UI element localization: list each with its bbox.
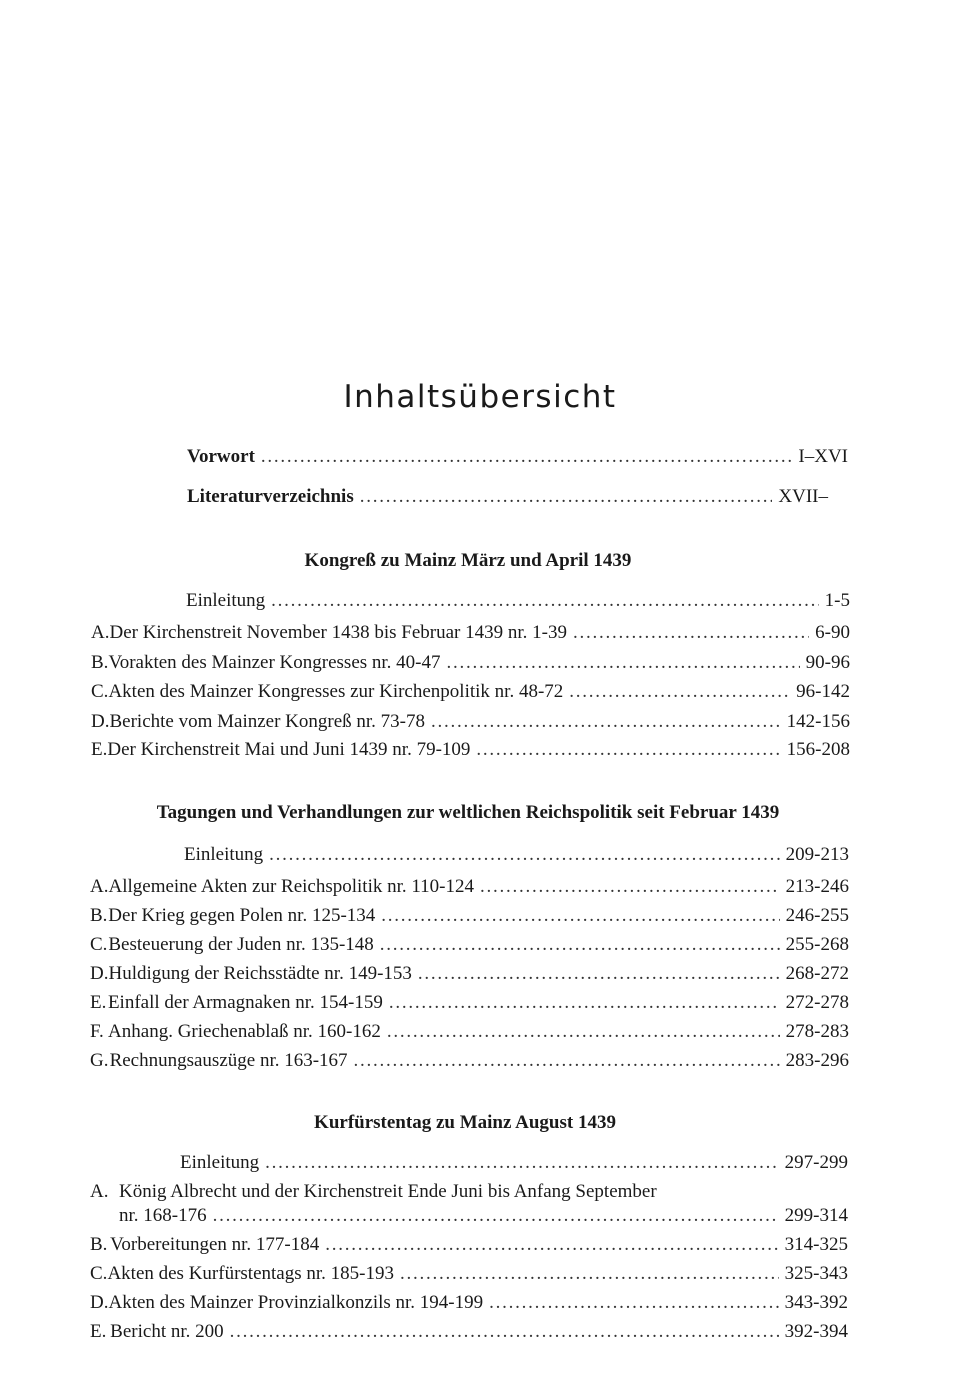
entry-text: Einfall der Armagnaken nr. 154-159 — [107, 992, 383, 1013]
toc-entry-einleitung — [180, 1151, 848, 1175]
entry-letter: E. — [90, 1321, 107, 1342]
entry-text: Anhang. Griechenablaß nr. 160-162 — [108, 1021, 381, 1042]
entry-text: nr. 168-176 — [119, 1205, 207, 1226]
entry-pages: 209-213 — [785, 844, 849, 865]
toc-entry — [91, 621, 850, 645]
entry-letter: G. — [90, 1050, 109, 1071]
entry-text: Bericht nr. 200 — [110, 1321, 224, 1342]
entry-pages: 392-394 — [784, 1321, 848, 1342]
entry-text: Der Kirchenstreit November 1438 bis Februar 1439 nr. 1-39 — [109, 622, 567, 643]
entry-text: Akten des Mainzer Provinzialkonzils nr. 194-199 — [108, 1292, 484, 1313]
entry-pages: I–XVI — [798, 446, 848, 467]
entry-text: Akten des Mainzer Kongresses zur Kirchenpolitik nr. 48-72 — [108, 681, 564, 702]
entry-text: Vorwort — [187, 446, 255, 467]
toc-entry — [90, 1262, 848, 1286]
dot-leader — [269, 843, 780, 867]
entry-pages: 297-299 — [784, 1152, 848, 1173]
entry-pages: 268-272 — [785, 963, 849, 984]
toc-entry-vorwort — [187, 445, 848, 469]
toc-entry — [90, 933, 849, 957]
dot-leader — [261, 445, 792, 469]
entry-text: Vorakten des Mainzer Kongresses nr. 40-47 — [108, 652, 441, 673]
entry-letter: A. — [90, 1181, 109, 1202]
entry-letter: B. — [90, 1234, 108, 1255]
entry-text: Besteuerung der Juden nr. 135-148 — [108, 934, 374, 955]
entry-pages: 246-255 — [785, 905, 849, 926]
entry-text: Der Kirchenstreit Mai und Juni 1439 nr. 79-109 — [107, 739, 471, 760]
entry-letter: D. — [91, 711, 110, 732]
toc-entry — [90, 1233, 848, 1257]
toc-entry-line1 — [90, 1180, 657, 1204]
entry-letter: B. — [90, 905, 108, 926]
dot-leader — [476, 738, 780, 762]
toc-entry — [90, 962, 849, 986]
entry-text: Berichte vom Mainzer Kongreß nr. 73-78 — [109, 711, 426, 732]
entry-pages: 299-314 — [784, 1205, 848, 1226]
entry-pages: 325-343 — [784, 1263, 848, 1284]
section-heading-kongress: Kongreß zu Mainz März und April 1439 — [304, 550, 632, 571]
entry-pages: 255-268 — [785, 934, 849, 955]
entry-pages: 156-208 — [786, 739, 850, 760]
toc-entry — [119, 1204, 848, 1228]
entry-text: Einleitung — [186, 590, 266, 611]
toc-entry — [91, 738, 850, 762]
entry-pages: 343-392 — [784, 1292, 848, 1313]
dot-leader — [569, 680, 790, 704]
section-heading-kurfuerstentag: Kurfürstentag zu Mainz August 1439 — [314, 1112, 616, 1133]
entry-letter: C. — [91, 681, 109, 702]
entry-pages: 6-90 — [815, 622, 850, 643]
entry-pages: 278-283 — [785, 1021, 849, 1042]
entry-letter: E. — [90, 992, 107, 1013]
entry-letter: C. — [90, 934, 108, 955]
dot-leader — [389, 991, 780, 1015]
dot-leader — [381, 904, 779, 928]
entry-text: König Albrecht und der Kirchenstreit Ende Juni bis Anfang September — [119, 1181, 657, 1202]
entry-pages: 96-142 — [796, 681, 850, 702]
toc-entry — [90, 1049, 849, 1073]
dot-leader — [447, 651, 800, 675]
toc-entry — [90, 904, 849, 928]
entry-text: Allgemeine Akten zur Reichspolitik nr. 110-124 — [108, 876, 474, 897]
dot-leader — [325, 1233, 778, 1257]
dot-leader — [387, 1020, 780, 1044]
toc-entry — [91, 651, 850, 675]
entry-pages: 142-156 — [786, 711, 850, 732]
entry-text: Huldigung der Reichsstädte nr. 149-153 — [108, 963, 412, 984]
dot-leader — [360, 485, 773, 509]
entry-text: Einleitung — [184, 844, 264, 865]
entry-letter: F. — [90, 1021, 104, 1042]
dot-leader — [573, 621, 809, 645]
entry-letter: A. — [91, 622, 110, 643]
dot-leader — [354, 1049, 780, 1073]
dot-leader — [380, 933, 780, 957]
toc-entry-einleitung — [184, 843, 849, 867]
toc-entry-einleitung — [186, 589, 850, 613]
dot-leader — [431, 710, 781, 734]
dot-leader — [400, 1262, 779, 1286]
toc-entry — [90, 1320, 848, 1344]
entry-letter: A. — [90, 876, 109, 897]
entry-letter: D. — [90, 1292, 109, 1313]
entry-text: Literaturverzeichnis — [187, 486, 354, 507]
entry-text: Vorbereitungen nr. 177-184 — [110, 1234, 320, 1255]
dot-leader — [489, 1291, 779, 1315]
entry-pages: 283-296 — [785, 1050, 849, 1071]
toc-entry — [91, 710, 850, 734]
toc-entry — [90, 875, 849, 899]
dot-leader — [213, 1204, 779, 1228]
entry-pages: 213-246 — [785, 876, 849, 897]
entry-text: Rechnungsauszüge nr. 163-167 — [109, 1050, 348, 1071]
entry-pages: XVII– — [778, 486, 828, 507]
entry-letter: E. — [91, 739, 108, 760]
dot-leader — [230, 1320, 779, 1344]
entry-text: Der Krieg gegen Polen nr. 125-134 — [108, 905, 376, 926]
toc-entry — [91, 680, 850, 704]
toc-entry — [90, 1291, 848, 1315]
toc-entry — [90, 1020, 849, 1044]
dot-leader — [271, 589, 819, 613]
dot-leader — [480, 875, 780, 899]
page-title: Inhaltsübersicht — [343, 378, 617, 415]
toc-entry — [90, 991, 849, 1015]
section-heading-reichspolitik: Tagungen und Verhandlungen zur weltlichen Reichspolitik seit Februar 1439 — [156, 802, 780, 823]
toc-entry-literaturverzeichnis — [187, 485, 828, 509]
entry-letter: D. — [90, 963, 109, 984]
dot-leader — [418, 962, 780, 986]
entry-letter: C. — [90, 1263, 108, 1284]
entry-letter: B. — [91, 652, 109, 673]
entry-pages: 90-96 — [805, 652, 850, 673]
entry-pages: 314-325 — [784, 1234, 848, 1255]
entry-pages: 272-278 — [785, 992, 849, 1013]
dot-leader — [265, 1151, 779, 1175]
entry-text: Einleitung — [180, 1152, 260, 1173]
entry-text: Akten des Kurfürstentags nr. 185-193 — [107, 1263, 394, 1284]
entry-pages: 1-5 — [824, 590, 850, 611]
